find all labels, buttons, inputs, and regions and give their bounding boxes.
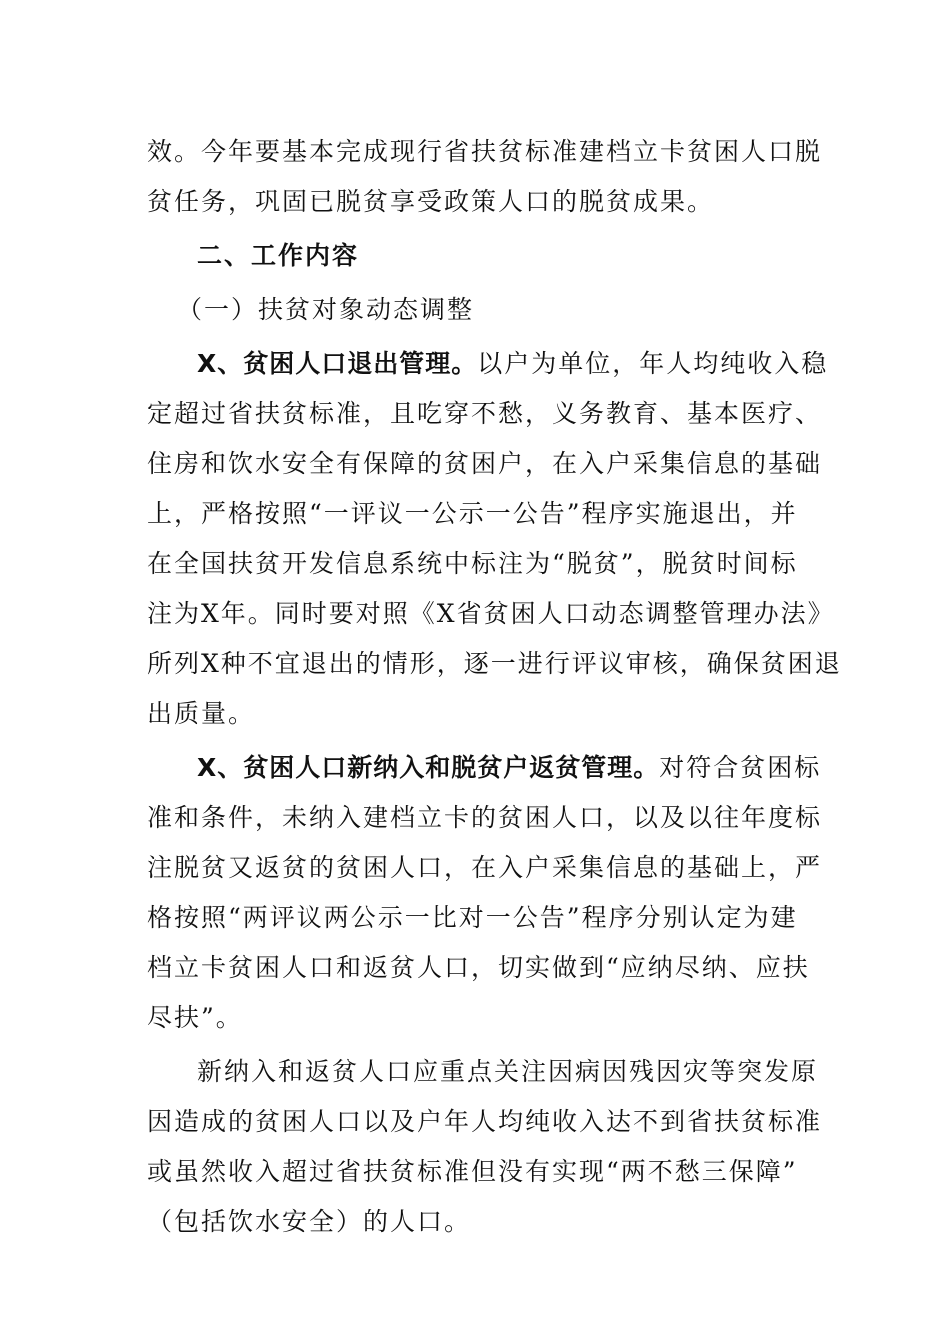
item1-line-4: 上，严格按照“一评议一公示一公告”程序实施退出，并 <box>147 499 798 528</box>
item1-line-3: 住房和饮水安全有保障的贫困户，在入户采集信息的基础 <box>147 449 823 478</box>
para3-line-3: 或虽然收入超过省扶贫标准但没有实现“两不愁三保障” <box>147 1157 798 1186</box>
item2-line-5: 档立卡贫困人口和返贫人口，切实做到“应纳尽纳、应扶 <box>147 953 810 982</box>
para3-line-1: 新纳入和返贫人口应重点关注因病因残因灾等突发原 <box>197 1057 819 1086</box>
intro-line-1: 效。今年要基本完成现行省扶贫标准建档立卡贫困人口脱 <box>147 137 823 166</box>
item1-title: X、贫困人口退出管理。 <box>197 349 478 378</box>
item2-title: X、贫困人口新纳入和脱贫户返贫管理。 <box>197 753 660 782</box>
item2-line-3: 注脱贫又返贫的贫困人口，在入户采集信息的基础上，严 <box>147 853 823 882</box>
section-heading: 二、工作内容 <box>197 241 360 270</box>
item2-line-2: 准和条件，未纳入建档立卡的贫困人口，以及以往年度标 <box>147 803 823 832</box>
item1-line-8: 出质量。 <box>147 699 256 728</box>
item1-first-line-text: 以户为单位，年人均纯收入稳 <box>477 349 829 378</box>
item1-line-7: 所列X种不宜退出的情形，逐一进行评议审核，确保贫困退 <box>147 649 842 678</box>
para3-line-4: （包括饮水安全）的人口。 <box>147 1207 472 1236</box>
para3-line-2: 因造成的贫困人口以及户年人均纯收入达不到省扶贫标准 <box>147 1107 823 1136</box>
item1-line-5: 在全国扶贫开发信息系统中标注为“脱贫”，脱贫时间标 <box>147 549 798 578</box>
item1-line-2: 定超过省扶贫标准，且吃穿不愁，义务教育、基本医疗、 <box>147 399 823 428</box>
item2-line-6: 尽扶”。 <box>147 1003 243 1032</box>
intro-line-2: 贫任务，巩固已脱贫享受政策人口的脱贫成果。 <box>147 187 715 216</box>
item2-first-line <box>147 743 822 793</box>
item1-line-6: 注为X年。同时要对照《X省贫困人口动态调整管理办法》 <box>147 599 835 628</box>
item2-first-line-text: 对符合贫困标 <box>659 753 822 782</box>
item2-line-4: 格按照“两评议两公示一比对一公告”程序分别认定为建 <box>147 903 798 932</box>
document-body <box>147 127 842 1247</box>
subsection-heading: （一）扶贫对象动态调整 <box>177 295 475 324</box>
item1-first-line <box>147 339 829 389</box>
